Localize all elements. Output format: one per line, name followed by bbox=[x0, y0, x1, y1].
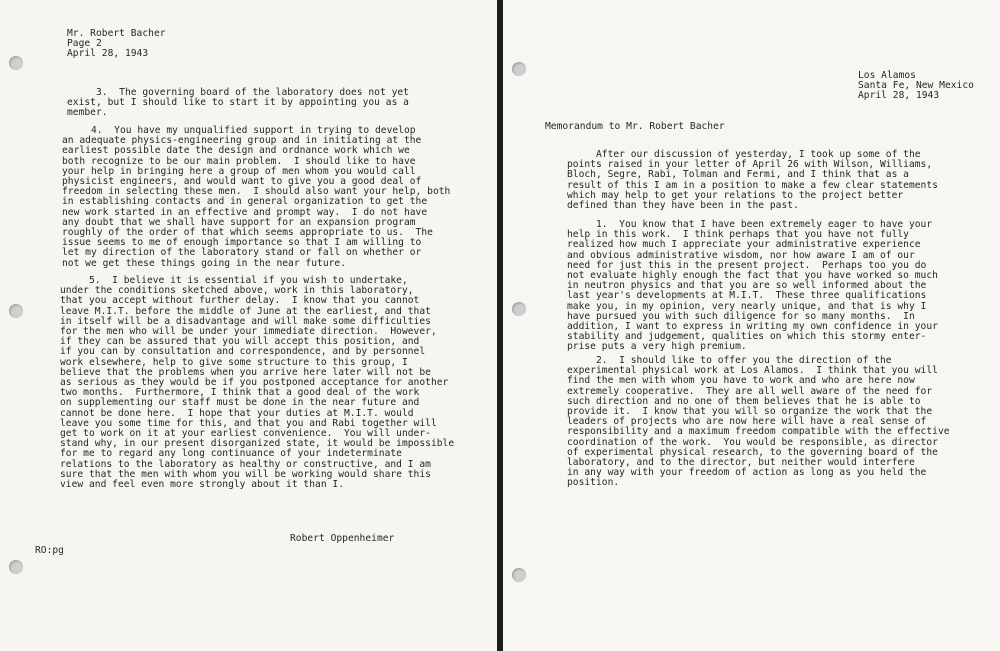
date-line: April 28, 1943 bbox=[858, 90, 940, 102]
text-line: any doubt that we shall have support for an expansion program bbox=[62, 216, 416, 228]
header-line: April 28, 1943 bbox=[67, 48, 149, 60]
memorandum-page bbox=[503, 0, 1000, 651]
text-line: such direction and no one of them believes that he is able to bbox=[567, 395, 921, 407]
text-line: realized how much I appreciate your administrative experience bbox=[567, 239, 921, 251]
header-line: Mr. Robert Bacher bbox=[67, 28, 166, 39]
text-line: get to work on it at your earliest convenience. You will under- bbox=[60, 428, 431, 440]
text-line: laboratory, and to the director, but neither would interfere bbox=[567, 457, 915, 469]
text-line: stand why, in our present disorganized state, it would be impossible bbox=[60, 438, 455, 450]
memo-heading: Memorandum to Mr. Robert Bacher bbox=[545, 121, 725, 132]
text-line: in establishing contacts and in general organization to get the bbox=[62, 196, 428, 208]
text-line: sure that the men with whom you will be working would share this bbox=[60, 468, 431, 480]
text-line: your help in bringing here a group of men whom you would call bbox=[62, 165, 416, 177]
text-line: find the men with whom you have to work and who are here now bbox=[567, 375, 915, 387]
text-line: member. bbox=[67, 107, 108, 119]
text-line: stability and judgement, qualities on which this stormy enter- bbox=[567, 331, 927, 343]
text-line: help in this work. I think perhaps that you have not fully bbox=[567, 229, 909, 241]
text-line: in any way with your freedom of action as long as you held the bbox=[567, 467, 927, 479]
text-line: points raised in your letter of April 26 with Wilson, Williams, bbox=[567, 159, 933, 171]
binder-hole bbox=[512, 568, 526, 582]
text-line: new work started in an effective and prompt way. I do not have bbox=[62, 206, 428, 218]
text-line: last year's developments at M.I.T. These three qualifications bbox=[567, 290, 927, 302]
text-line: earliest possible date the design and ordnance work which we bbox=[62, 145, 410, 157]
text-line: relations to the laboratory as healthy or constructive, and I am bbox=[60, 458, 431, 470]
text-line: and obvious administrative wisdom, nor how aware I am of our bbox=[567, 249, 915, 261]
text-line: prise puts a very high premium. bbox=[567, 341, 747, 353]
paragraph-3 bbox=[67, 88, 409, 119]
text-line: have pursued you with such diligence for so many months. In bbox=[567, 310, 915, 322]
text-line: issue seems to me of enough importance so that I am willing to bbox=[62, 237, 422, 249]
text-line: if they can be assured that you will accept this position, and bbox=[60, 336, 420, 348]
binder-hole bbox=[9, 304, 23, 318]
place-line: Los Alamos bbox=[858, 70, 916, 81]
text-line: exist, but I should like to start it by appointing you as a bbox=[67, 97, 409, 109]
text-line: 1. You know that I have been extremely eager to have your bbox=[567, 219, 933, 230]
text-line: experimental physical work at Los Alamos. I think that you will bbox=[567, 365, 938, 377]
header-line: Page 2 bbox=[67, 38, 102, 50]
text-line: believe that the problems when you arrive here later will not be bbox=[60, 366, 431, 378]
text-line: physicist engineers, and would want to give you a good deal of bbox=[62, 176, 422, 188]
text-line: provide it. I know that you will so organize the work that the bbox=[567, 406, 933, 418]
text-line: for the men who will be under your immediate direction. However, bbox=[60, 326, 437, 338]
text-line: 2. I should like to offer you the direction of the bbox=[567, 355, 892, 366]
text-line: let my direction of the laboratory stand or fall on whether or bbox=[62, 247, 422, 259]
letter-header bbox=[67, 29, 166, 60]
text-line: under the conditions sketched above, work in this laboratory, bbox=[60, 285, 414, 297]
text-line: responsibility and a maximum freedom compatible with the effective bbox=[567, 426, 950, 438]
text-line: in itself will be a disadvantage and will make some difficulties bbox=[60, 315, 431, 327]
text-line: in neutron physics and that you are so well informed about the bbox=[567, 280, 927, 292]
paragraph-5 bbox=[60, 276, 454, 490]
paragraph-4 bbox=[62, 126, 450, 269]
text-line: defined than they have been in the past. bbox=[567, 200, 799, 212]
binder-hole bbox=[512, 302, 526, 316]
letter-page-2 bbox=[0, 0, 497, 651]
text-line: extremely cooperative. They are all well aware of the need for bbox=[567, 385, 933, 397]
text-line: addition, I want to express in writing my own confidence in your bbox=[567, 321, 938, 333]
memo-intro-paragraph bbox=[567, 150, 938, 211]
text-line: not we get these things going in the near future. bbox=[62, 257, 346, 269]
text-line: as serious as they would be if you postponed acceptance for another bbox=[60, 377, 449, 389]
text-line: for me to regard any long continuance of your indeterminate bbox=[60, 448, 402, 460]
text-line: 3. The governing board of the laboratory does not yet bbox=[67, 87, 409, 98]
text-line: After our discussion of yesterday, I took up some of the bbox=[567, 149, 921, 160]
text-line: view and feel even more strongly about it than I. bbox=[60, 479, 344, 491]
place-date-block bbox=[858, 71, 974, 102]
text-line: which may help to get your relations to the project better bbox=[567, 189, 904, 201]
text-line: leave you some time for this, and that you and Rabi together will bbox=[60, 417, 437, 429]
text-line: Bloch, Segre, Rabi, Tolman and Fermi, and I think that as a bbox=[567, 169, 909, 181]
text-line: freedom in selecting these men. I should also want your help, both bbox=[62, 186, 451, 198]
text-line: coordination of the work. You would be responsible, as director bbox=[567, 436, 938, 448]
text-line: work elsewhere, help to give some structure to this group, I bbox=[60, 356, 408, 368]
text-line: that you accept without further delay. I know that you cannot bbox=[60, 295, 420, 307]
text-line: cannot be done here. I hope that your duties at M.I.T. would bbox=[60, 407, 414, 419]
memo-paragraph-2 bbox=[567, 356, 950, 489]
text-line: on supplementing our staff must be done in the near future and bbox=[60, 397, 420, 409]
text-line: result of this I am in a position to make a few clear statements bbox=[567, 179, 938, 191]
binder-hole bbox=[9, 56, 23, 70]
place-line: Santa Fe, New Mexico bbox=[858, 80, 974, 92]
binder-hole bbox=[9, 560, 23, 574]
typist-initials: RO:pg bbox=[35, 545, 64, 556]
binder-hole bbox=[512, 62, 526, 76]
text-line: of experimental physical research, to the governing board of the bbox=[567, 446, 938, 458]
text-line: 5. I believe it is essential if you wish to undertake, bbox=[60, 275, 408, 286]
text-line: make you, in my opinion, very nearly unique, and that is why I bbox=[567, 300, 927, 312]
text-line: an adequate physics-engineering group and in initiating at the bbox=[62, 135, 422, 147]
text-line: not evaluate highly enough the fact that you have worked so much bbox=[567, 270, 938, 282]
text-line: two months. Furthermore, I think that a good deal of the work bbox=[60, 387, 420, 399]
text-line: both recognize to be our main problem. I should like to have bbox=[62, 155, 416, 167]
text-line: if you can by consultation and correspondence, and by personnel bbox=[60, 346, 426, 358]
text-line: 4. You have my unqualified support in trying to develop bbox=[62, 125, 416, 136]
text-line: leaders of projects who are now here will have a real sense of bbox=[567, 416, 927, 428]
text-line: need for just this in the present project. Perhaps too you do bbox=[567, 259, 927, 271]
memo-paragraph-1 bbox=[567, 220, 938, 353]
signature: Robert Oppenheimer bbox=[290, 533, 395, 544]
text-line: leave M.I.T. before the middle of June at the earliest, and that bbox=[60, 305, 431, 317]
text-line: roughly of the order of that which seems appropriate to us. The bbox=[62, 227, 433, 239]
text-line: position. bbox=[567, 477, 620, 489]
